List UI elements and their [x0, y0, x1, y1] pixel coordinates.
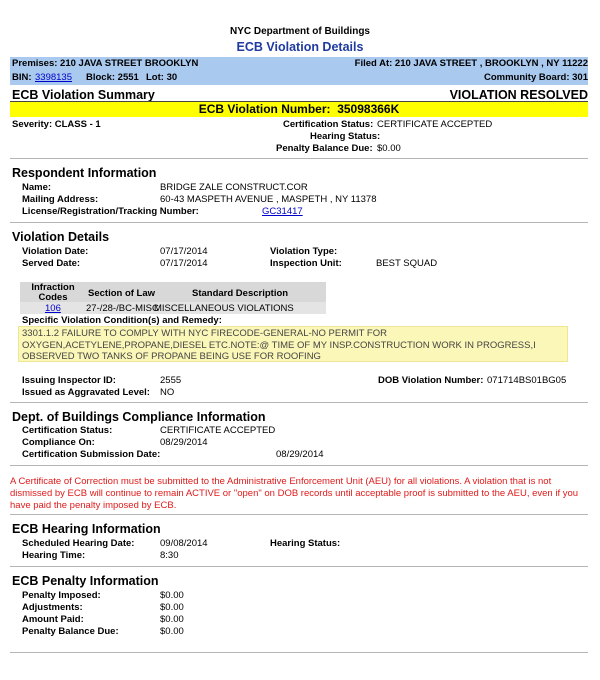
cert-status-value: CERTIFICATE ACCEPTED — [377, 119, 493, 130]
hearing-status-label: Hearing Status: — [310, 131, 381, 142]
respondent-name-label: Name: — [22, 182, 52, 193]
divider — [10, 222, 588, 223]
compliance-cert-status: CERTIFICATE ACCEPTED — [160, 425, 276, 436]
hearing-date-label: Scheduled Hearing Date: — [22, 538, 135, 549]
violation-date-label: Violation Date: — [22, 246, 89, 257]
penalty-imposed: $0.00 — [160, 590, 184, 601]
penalty-balance-due: $0.00 — [160, 626, 184, 637]
agency-name: NYC Department of Buildings — [229, 26, 370, 37]
mailing-address: 60-43 MASPETH AVENUE , MASPETH , NY 11378 — [160, 194, 377, 205]
standard-description: MISCELLANEOUS VIOLATIONS — [154, 303, 294, 314]
page-title: ECB Violation Details — [236, 40, 364, 54]
hearing-time-label: Hearing Time: — [22, 550, 86, 561]
remedy-label: Specific Violation Condition(s) and Remedy: — [22, 315, 222, 326]
inspection-unit: BEST SQUAD — [376, 258, 438, 269]
mailing-address-label: Mailing Address: — [22, 194, 99, 205]
penalty-balance-label: Penalty Balance Due: — [276, 143, 373, 154]
summary-title: ECB Violation Summary — [12, 88, 155, 102]
hearing-date: 09/08/2014 — [160, 538, 208, 549]
penalty-balance-value: $0.00 — [377, 143, 401, 154]
divider — [10, 402, 588, 403]
compliance-cert-status-label: Certification Status: — [22, 425, 113, 436]
cert-status-label: Certification Status: — [283, 119, 374, 130]
remedy-text: 3301.1.2 FAILURE TO COMPLY WITH NYC FIRECODE-GENERAL-NO PERMIT FOR OXYGEN,ACETYLENE,PROPANE,DIESEL ETC.NOTE:@ TIME OF MY INSP.CONSTRUCTION WORK IN PROGRESS,I OBSERVED TWO TANKS OF PROPANE BEING USE FOR ROOFING — [18, 326, 568, 362]
premises-address: Premises: 210 JAVA STREET BROOKLYN — [12, 58, 199, 69]
divider — [10, 566, 588, 567]
col-standard-description: Standard Description — [192, 288, 289, 299]
adjustments-label: Adjustments: — [22, 602, 83, 613]
hearing-time: 8:30 — [160, 550, 179, 561]
aggravated-label: Issued as Aggravated Level: — [22, 387, 150, 398]
hearing-title: ECB Hearing Information — [12, 522, 161, 536]
severity: Severity: CLASS - 1 — [12, 119, 101, 130]
section-of-law: 27-/28-/BC-MISC — [86, 303, 159, 314]
violation-number: 35098366K — [337, 102, 400, 116]
penalty-balance-due-label: Penalty Balance Due: — [22, 626, 119, 637]
divider — [10, 158, 588, 159]
violation-date: 07/17/2014 — [160, 246, 208, 257]
violation-number-label: ECB Violation Number: — [198, 102, 331, 116]
compliance-on-label: Compliance On: — [22, 437, 95, 448]
infraction-code-link[interactable]: 106 — [45, 303, 61, 314]
col-infraction-2: Codes — [38, 292, 68, 303]
col-section-of-law: Section of Law — [88, 288, 156, 299]
penalty-title: ECB Penalty Information — [12, 574, 159, 588]
divider — [10, 514, 588, 515]
penalty-imposed-label: Penalty Imposed: — [22, 590, 101, 601]
divider — [10, 652, 588, 653]
lot-number: Lot: 30 — [146, 72, 178, 83]
certificate-notice: A Certificate of Correction must be submitted to the Administrative Enforcement Unit (AEU) for all violations. A violation that is not dismissed by ECB will continue to remain ACTIVE or "open" on DOB records until acceptable proof is submitted to the AEU, even if you have paid the penalty imposed by ECB. — [10, 476, 579, 511]
divider — [10, 465, 588, 466]
served-date-label: Served Date: — [22, 258, 81, 269]
bin-link[interactable]: 3398135 — [35, 72, 72, 83]
filed-at-address: Filed At: 210 JAVA STREET , BROOKLYN , NY 11222 — [354, 58, 588, 69]
bin-label: BIN: — [12, 72, 32, 83]
license-label: License/Registration/Tracking Number: — [22, 206, 199, 217]
inspector-id: 2555 — [160, 375, 182, 386]
block-number: Block: 2551 — [86, 72, 139, 83]
aggravated-value: NO — [160, 387, 175, 398]
dob-violation-number: 071714BS01BG05 — [487, 375, 567, 386]
respondent-title: Respondent Information — [12, 166, 157, 180]
served-date: 07/17/2014 — [160, 258, 208, 269]
dob-violation-number-label: DOB Violation Number: — [378, 375, 484, 386]
license-link[interactable]: GC31417 — [262, 206, 303, 217]
submission-date: 08/29/2014 — [276, 449, 324, 460]
compliance-title: Dept. of Buildings Compliance Information — [12, 410, 266, 424]
inspector-id-label: Issuing Inspector ID: — [22, 375, 116, 386]
amount-paid-label: Amount Paid: — [22, 614, 84, 625]
violation-type-label: Violation Type: — [270, 246, 338, 257]
violation-number-bar — [10, 102, 588, 117]
adjustments: $0.00 — [160, 602, 184, 613]
hearing-status-label-2: Hearing Status: — [270, 538, 341, 549]
inspection-unit-label: Inspection Unit: — [270, 258, 342, 269]
compliance-on: 08/29/2014 — [160, 437, 208, 448]
respondent-name: BRIDGE ZALE CONSTRUCT.COR — [160, 182, 308, 193]
amount-paid: $0.00 — [160, 614, 184, 625]
submission-date-label: Certification Submission Date: — [22, 449, 161, 460]
violation-details-title: Violation Details — [12, 230, 110, 244]
community-board: Community Board: 301 — [484, 72, 588, 83]
violation-status: VIOLATION RESOLVED — [449, 88, 588, 102]
col-infraction-1: Infraction — [31, 282, 75, 293]
